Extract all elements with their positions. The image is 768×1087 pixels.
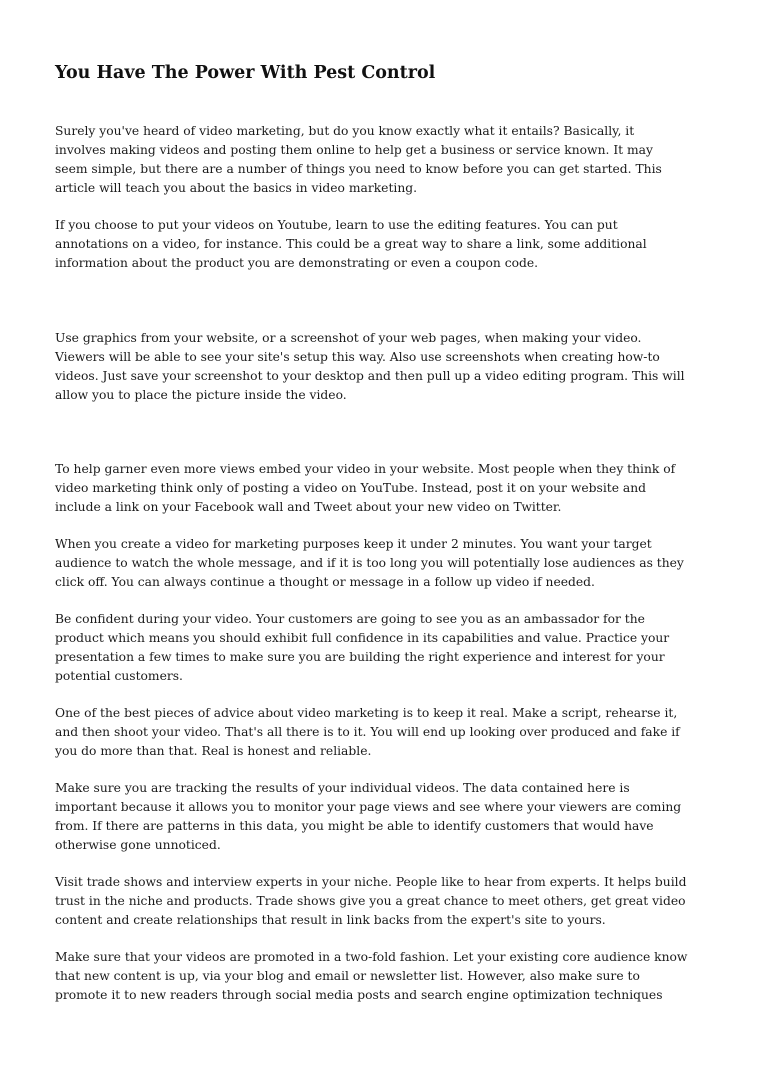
text-line: information about the product you are demonstrating or even a coupon code. bbox=[55, 256, 539, 270]
text-line: product which means you should exhibit full confidence in its capabilities and value. Practice your bbox=[55, 631, 670, 645]
paragraph bbox=[55, 610, 717, 686]
paragraph bbox=[55, 329, 717, 405]
text-line: and then shoot your video. That's all there is to it. You will end up looking over produced and fake if bbox=[55, 725, 680, 739]
text-line: allow you to place the picture inside the video. bbox=[55, 388, 347, 402]
text-line: that new content is up, via your blog and email or newsletter list. However, also make sure to bbox=[55, 969, 640, 983]
text-line: potential customers. bbox=[55, 669, 183, 683]
text-line: from. If there are patterns in this data, you might be able to identify customers that would have bbox=[55, 819, 654, 833]
text-line: To help garner even more views embed your video in your website. Most people when they think of bbox=[55, 462, 676, 476]
text-line: trust in the niche and products. Trade shows give you a great chance to meet others, get great video bbox=[55, 894, 686, 908]
paragraph bbox=[55, 948, 717, 1005]
text-line: article will teach you about the basics in video marketing. bbox=[55, 181, 418, 195]
text-line: One of the best pieces of advice about video marketing is to keep it real. Make a script, rehearse it, bbox=[55, 706, 678, 720]
text-line: important because it allows you to monitor your page views and see where your viewers are coming bbox=[55, 800, 682, 814]
text-line: you do more than that. Real is honest and reliable. bbox=[55, 744, 372, 758]
text-line: presentation a few times to make sure you are building the right experience and interest for your bbox=[55, 650, 665, 664]
paragraph bbox=[55, 216, 717, 273]
paragraph bbox=[55, 535, 717, 592]
document-title: You Have The Power With Pest Control bbox=[55, 63, 436, 83]
text-line: Viewers will be able to see your site's setup this way. Also use screenshots when creating how-to bbox=[55, 350, 660, 364]
document-page bbox=[55, 60, 717, 1005]
text-line: videos. Just save your screenshot to your desktop and then pull up a video editing program. This will bbox=[55, 369, 685, 383]
text-line: click off. You can always continue a thought or message in a follow up video if needed. bbox=[55, 575, 595, 589]
text-line: seem simple, but there are a number of things you need to know before you can get started. This bbox=[55, 162, 662, 176]
text-line: Make sure you are tracking the results of your individual videos. The data contained here is bbox=[55, 781, 630, 795]
paragraph bbox=[55, 704, 717, 761]
text-line: Surely you've heard of video marketing, but do you know exactly what it entails? Basically, it bbox=[55, 124, 635, 138]
text-line: content and create relationships that result in link backs from the expert's site to yours. bbox=[55, 913, 606, 927]
paragraph bbox=[55, 460, 717, 517]
text-line: annotations on a video, for instance. This could be a great way to share a link, some additional bbox=[55, 237, 647, 251]
paragraph bbox=[55, 873, 717, 930]
paragraph bbox=[55, 779, 717, 855]
text-line: promote it to new readers through social media posts and search engine optimization techniques bbox=[55, 988, 663, 1002]
text-line: If you choose to put your videos on Youtube, learn to use the editing features. You can put bbox=[55, 218, 618, 232]
text-line: audience to watch the whole message, and if it is too long you will potentially lose audiences as they bbox=[55, 556, 684, 570]
text-line: Use graphics from your website, or a screenshot of your web pages, when making your video. bbox=[55, 331, 642, 345]
text-line: otherwise gone unnoticed. bbox=[55, 838, 221, 852]
text-line: Be confident during your video. Your customers are going to see you as an ambassador for the bbox=[55, 612, 645, 626]
text-line: Visit trade shows and interview experts in your niche. People like to hear from experts. It helps build bbox=[55, 875, 687, 889]
paragraph bbox=[55, 122, 717, 198]
text-line: Make sure that your videos are promoted in a two-fold fashion. Let your existing core audience know bbox=[55, 950, 688, 964]
text-line: When you create a video for marketing purposes keep it under 2 minutes. You want your target bbox=[55, 537, 652, 551]
text-line: include a link on your Facebook wall and Tweet about your new video on Twitter. bbox=[55, 500, 562, 514]
text-line: video marketing think only of posting a video on YouTube. Instead, post it on your website and bbox=[55, 481, 647, 495]
text-line: involves making videos and posting them online to help get a business or service known. It may bbox=[55, 143, 653, 157]
